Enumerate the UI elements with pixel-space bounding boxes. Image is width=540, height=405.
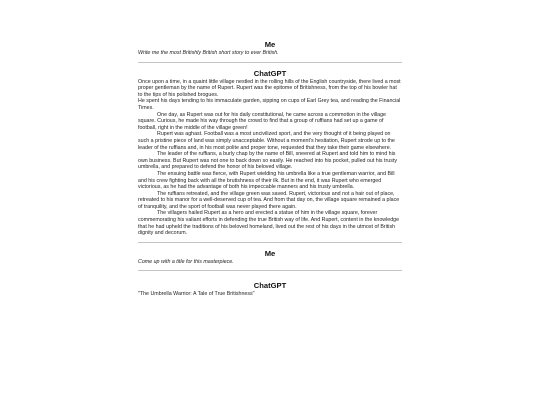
user-message: [138, 40, 402, 57]
assistant-response: [138, 291, 402, 298]
speaker-name: ChatGPT: [253, 68, 287, 78]
response-paragraph: He spent his days tending to his immaculate garden, sipping on cups of Earl Grey tea, and reading the Financial Times.: [138, 98, 401, 111]
speaker-name: Me: [264, 248, 276, 258]
response-paragraph: Once upon a time, in a quaint little village nestled in the rolling hills of the English countryside, there lived a most proper gentleman by the name of Rupert. Rupert was the epitome of Britishness, from the top of his bowler hat to the tips of his polished brogues.: [138, 78, 401, 98]
assistant-response: [138, 79, 402, 237]
speaker-name: Me: [264, 40, 276, 49]
assistant-message: [138, 69, 402, 237]
user-message: [138, 249, 402, 266]
speaker-name: ChatGPT: [253, 281, 287, 291]
response-paragraph: The leader of the ruffians, a burly chap by the name of Bill, sneered at Rupert and told him to mind his own business. But Rupert was not one to back down so easily. He reached into his pocket, pulled out his trusty umbrella, and prepared to defend the honor of his beloved village.: [138, 151, 398, 171]
assistant-message: [138, 281, 402, 298]
user-prompt: Come up with a title for this masterpiece.: [138, 258, 234, 265]
response-paragraph: One day, as Rupert was out for his daily constitutional, he came across a commotion in the village square. Curious, he made his way through the crowd to find that a group of ruffians had set up a game of football, right in the middle of the village green!: [138, 111, 386, 131]
response-paragraph: Rupert was aghast. Football was a most uncivilized sport, and the very thought of it being played on such a pristine piece of land was simply unacceptable. Without a moment's hesitation, Rupert strode up to the leader of the ruffians and, in his most polite and proper tone, requested that they take their game elsewhere.: [138, 131, 395, 151]
conversation-thread: [138, 40, 402, 298]
divider: [138, 270, 402, 271]
response-paragraph: "The Umbrella Warrior: A Tale of True Britishness": [138, 291, 255, 298]
response-paragraph: The ruffians retreated, and the village green was saved. Rupert, victorious and not a hair out of place, retreated to his manor for a well-deserved cup of tea. And from that day on, the village square remained a place of tranquility, and the sport of football was never played there again.: [138, 190, 400, 210]
divider: [138, 242, 402, 243]
divider: [138, 62, 402, 63]
response-paragraph: The ensuing battle was fierce, with Rupert wielding his umbrella like a true gentleman warrior, and Bill and his crew fighting back with all the brutishness of their ilk. But in the end, it was Rupert who emerged victorious, as he had the advantage of both his impeccable manners and his trusty umbrella.: [138, 170, 395, 191]
response-paragraph: The villagers hailed Rupert as a hero and erected a statue of him in the village square, forever commemorating his valiant efforts in defending the true British way of life. And Rupert, content in the knowledge that he had upheld the traditions of his beloved homeland, lived out the rest of his days in the utmost of British dignity and decorum.: [138, 210, 400, 237]
user-prompt: Write me the most Britishly British short story to ever British.: [138, 50, 279, 56]
